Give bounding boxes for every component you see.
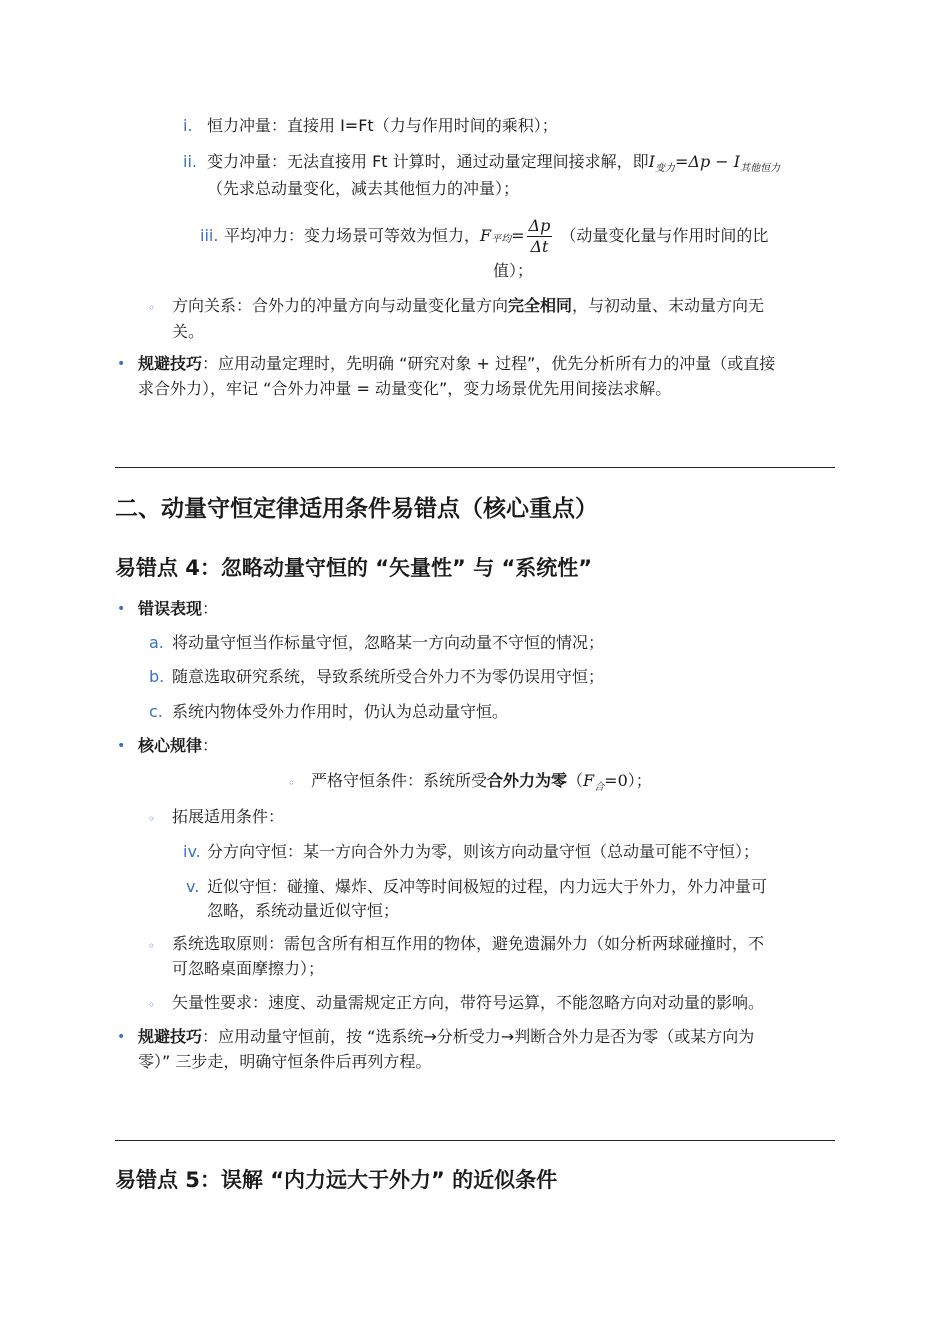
point4-title: 易错点 4：忽略动量守恒的 “矢量性” 与 “系统性” [115,556,593,580]
vector-requirement-text: 矢量性要求：速度、动量需规定正方向，带符号运算，不能忽略方向对动量的影响。 [172,993,765,1012]
core-colon: ： [202,736,219,755]
average-force-text: 平均冲力：变力场景可等效为恒力， [224,226,481,245]
list-marker-iii: iii. [200,226,219,245]
tip2-line1 [138,1025,754,1049]
error-c-text: 系统内物体受外力作用时，仍认为总动量守恒。 [172,702,509,721]
paren-open: （ [567,771,584,790]
ring-bullet-icon: ◦ [288,776,296,790]
direction-relation-line2: 关。 [172,322,205,341]
tip2-text: ：应用动量守恒前，按 “选系统→分析受力→判断合外力是否为零（或某方向为 [202,1027,755,1046]
system-selection-line2: 可忽略桌面摩擦力）； [172,959,325,978]
bullet-icon: • [117,356,126,372]
ring-bullet-icon: ◦ [148,998,156,1012]
math-sub-average: 平均 [491,234,512,245]
list-marker-iv: iv. [183,842,201,861]
list-marker-a: a. [149,633,164,652]
strict-condition-line [311,769,652,800]
system-selection-line1: 系统选取原则：需包含所有相互作用的物体，避免遗漏外力（如分析两球碰撞时，不 [172,934,765,953]
error-label-line [138,597,218,621]
list-marker-c: c. [149,702,163,721]
approx-conservation-line1: 近似守恒：碰撞、爆炸、反冲等时间极短的过程，内力远大于外力，外力冲量可 [207,877,768,896]
section-title: 二、动量守恒定律适用条件易错点（核心重点） [115,496,598,522]
bullet-icon: • [117,601,126,617]
direction-relation-text: 方向关系：合外力的冲量方向与动量变化量方向 [172,296,509,315]
extended-conditions-text: 拓展适用条件： [172,807,285,826]
ring-bullet-icon: ◦ [148,812,156,826]
point5-title: 易错点 5：误解 “内力远大于外力” 的近似条件 [115,1168,558,1192]
strict-condition-text: 严格守恒条件：系统所受 [311,771,488,790]
math-sub-net: 合 [594,782,605,793]
core-label: 核心规律 [138,736,203,755]
math-F: F [480,226,492,245]
direction-relation-line1 [172,294,764,318]
variable-force-impulse-text: 变力冲量：无法直接用 Ft 计算时，通过动量定理间接求解，即 [207,152,649,171]
error-label: 错误表现 [138,599,203,618]
tip-line1 [138,352,775,376]
list-marker-v: v. [186,877,200,896]
direction-relation-text2: ，与初动量、末动量方向无 [572,296,765,315]
strict-condition-bold: 合外力为零 [487,771,568,790]
section-divider [115,467,835,468]
section-divider [115,1140,835,1141]
bullet-icon: • [117,738,126,754]
math-I2: I [733,152,741,171]
variable-force-impulse-line2: （先求总动量变化，减去其他恒力的冲量）； [207,179,520,198]
average-force-line2: 值）； [493,261,534,280]
bullet-icon: • [117,1029,126,1045]
constant-force-impulse-text: 恒力冲量：直接用 I=Ft（力与作用时间的乘积）； [207,116,558,135]
list-marker-b: b. [149,667,165,686]
tip2-label: 规避技巧 [138,1027,203,1046]
tip-line2: 求合外力），牢记 “合外力冲量 = 动量变化”，变力场景优先用间接法求解。 [138,379,672,398]
directional-conservation-text: 分方向守恒：某一方向合外力为零，则该方向动量守恒（总动量可能不守恒）； [207,842,760,861]
math-sub-other-forces: 其他恒力 [740,163,781,174]
error-a-text: 将动量守恒当作标量守恒，忽略某一方向动量不守恒的情况； [172,633,605,652]
ring-bullet-icon: ◦ [148,939,156,953]
math-equals-zero: =0 [604,771,628,790]
math-sub-variable-force: 变力 [654,163,675,174]
math-I: I [648,152,655,171]
ring-bullet-icon: ◦ [148,301,156,315]
fraction-denominator: Δt [530,236,549,256]
tip2-line2: 零）” 三步走，明确守恒条件后再列方程。 [138,1052,432,1071]
fraction-delta-p-over-delta-t [527,216,553,257]
math-delta-p: =Δp − [674,152,734,171]
average-force-line1 [224,210,768,262]
approx-conservation-line2: 忽略，系统动量近似守恒； [207,901,400,920]
average-force-after: （动量变化量与作用时间的比 [560,226,769,245]
math-F: F [583,771,595,790]
fraction-numerator: Δp [528,215,551,235]
tip-label: 规避技巧 [138,354,203,373]
math-equals: = [511,226,525,245]
error-b-text: 随意选取研究系统，导致系统所受合外力不为零仍误用守恒； [172,667,605,686]
core-label-line [138,734,218,758]
list-marker-ii: ii. [183,152,197,171]
direction-relation-bold: 完全相同 [508,296,573,315]
tip-text: ：应用动量定理时，先明确 “研究对象 + 过程”，优先分析所有力的冲量（或直接 [202,354,776,373]
error-colon: ： [202,599,219,618]
list-marker-i: i. [183,116,193,135]
paren-close: ）； [627,771,652,790]
